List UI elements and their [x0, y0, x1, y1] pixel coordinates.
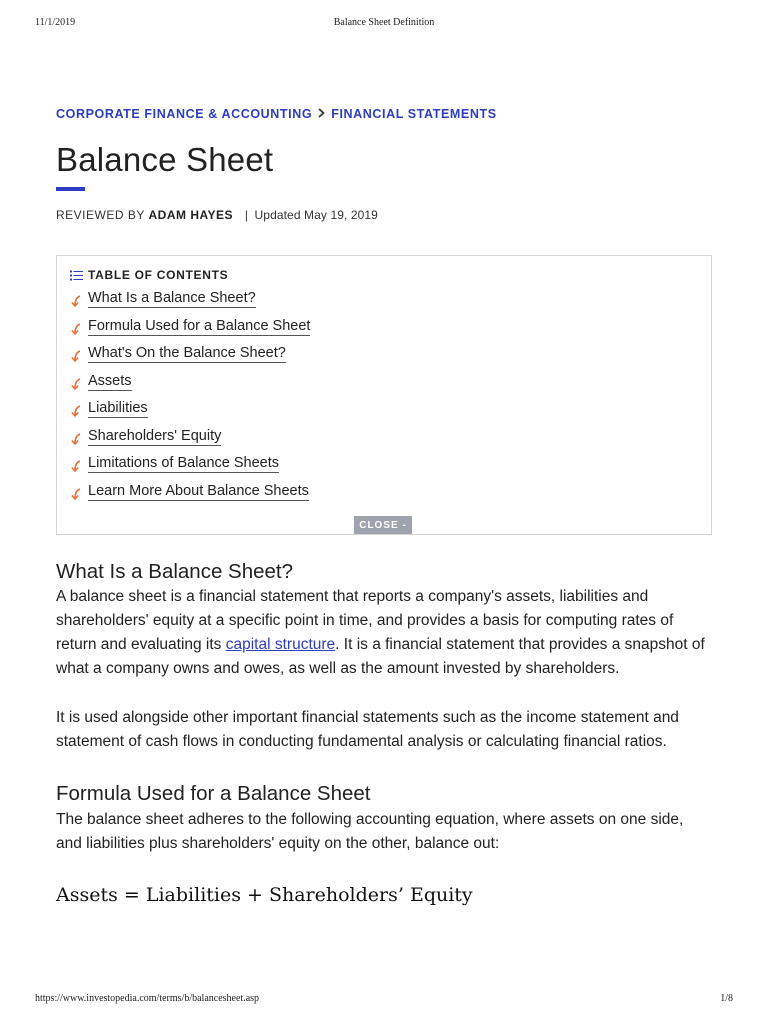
toc-item — [69, 290, 310, 318]
print-page-title: Balance Sheet Definition — [333, 17, 435, 28]
toc-link-limitations[interactable]: Limitations of Balance Sheets — [88, 455, 280, 471]
updated-date: Updated May 19, 2019 — [254, 208, 378, 222]
title-underline-bar — [56, 187, 85, 191]
curved-arrow-icon — [69, 375, 88, 393]
page-url: https://www.investopedia.com/terms/b/balancesheet.asp — [35, 993, 260, 1004]
capital-structure-link[interactable]: capital structure — [225, 636, 336, 653]
toc-item — [69, 318, 310, 346]
toc-link-formula[interactable]: Formula Used for a Balance Sheet — [88, 317, 311, 334]
section-heading-formula: Formula Used for a Balance Sheet — [56, 782, 371, 805]
paragraph: The balance sheet adheres to the following accounting equation, where assets on one side, and liabilities plus shareholders' equity on the other, balance out: — [56, 811, 684, 852]
curved-arrow-icon — [69, 485, 88, 503]
print-header — [0, 17, 768, 31]
reviewed-by-label: REVIEWED BY — [56, 208, 145, 222]
paragraph: It is used alongside other important financial statements such as the income statement and statement of cash flows in conducting fundamental analysis or calculating financial ratios. — [56, 709, 679, 750]
toc-link-shareholders-equity[interactable]: Shareholders' Equity — [88, 427, 222, 444]
accounting-equation: Assets = Liabilities + Shareholders’ Equity — [56, 884, 473, 906]
paragraph-text: A balance sheet is a financial statement that reports a company's assets, liabilities and shareholders' equity at a specific point in time, and provides a basis for computing rates of return and evaluating its — [56, 588, 674, 653]
toc-link-learn-more[interactable]: Learn More About Balance Sheets — [88, 482, 309, 499]
toc-header — [70, 268, 228, 282]
toc-close-button[interactable]: CLOSE - — [354, 516, 412, 534]
toc-link-whats-on[interactable]: What's On the Balance Sheet? — [88, 345, 286, 361]
curved-arrow-icon — [69, 457, 88, 475]
page-number: 1/8 — [720, 993, 733, 1004]
section-heading-what-is: What Is a Balance Sheet? — [56, 560, 294, 583]
byline-separator: | — [244, 208, 249, 222]
toc-link-assets[interactable]: Assets — [88, 372, 132, 389]
print-date: 11/1/2019 — [35, 17, 76, 28]
toc-item — [69, 345, 310, 373]
curved-arrow-icon — [69, 430, 88, 448]
breadcrumb-item-financial-statements[interactable]: FINANCIAL STATEMENTS — [331, 106, 497, 121]
breadcrumb — [56, 106, 497, 121]
toc-link-liabilities[interactable]: Liabilities — [88, 400, 148, 416]
toc-item — [69, 373, 310, 401]
toc-title: TABLE OF CONTENTS — [88, 268, 229, 282]
list-icon — [70, 270, 83, 281]
curved-arrow-icon — [69, 320, 88, 338]
chevron-right-icon — [312, 106, 331, 121]
curved-arrow-icon — [69, 402, 88, 420]
breadcrumb-item-corporate-finance[interactable]: CORPORATE FINANCE & ACCOUNTING — [56, 106, 313, 121]
toc-item — [69, 400, 310, 428]
reviewer-name[interactable]: ADAM HAYES — [148, 208, 234, 222]
byline — [56, 208, 378, 222]
paragraph-text: . It is a financial statement that provides a snapshot of what a company owns and owes, as well as the amount invested by shareholders. — [56, 636, 705, 677]
table-of-contents — [56, 255, 712, 535]
page-title: Balance Sheet — [56, 141, 274, 178]
toc-item — [69, 483, 310, 511]
curved-arrow-icon — [69, 292, 88, 310]
print-footer — [0, 993, 768, 1007]
toc-item — [69, 428, 310, 456]
curved-arrow-icon — [69, 347, 88, 365]
paragraph — [56, 585, 712, 681]
toc-link-what-is[interactable]: What Is a Balance Sheet? — [88, 290, 256, 306]
toc-item — [69, 455, 310, 483]
toc-list — [69, 290, 310, 510]
